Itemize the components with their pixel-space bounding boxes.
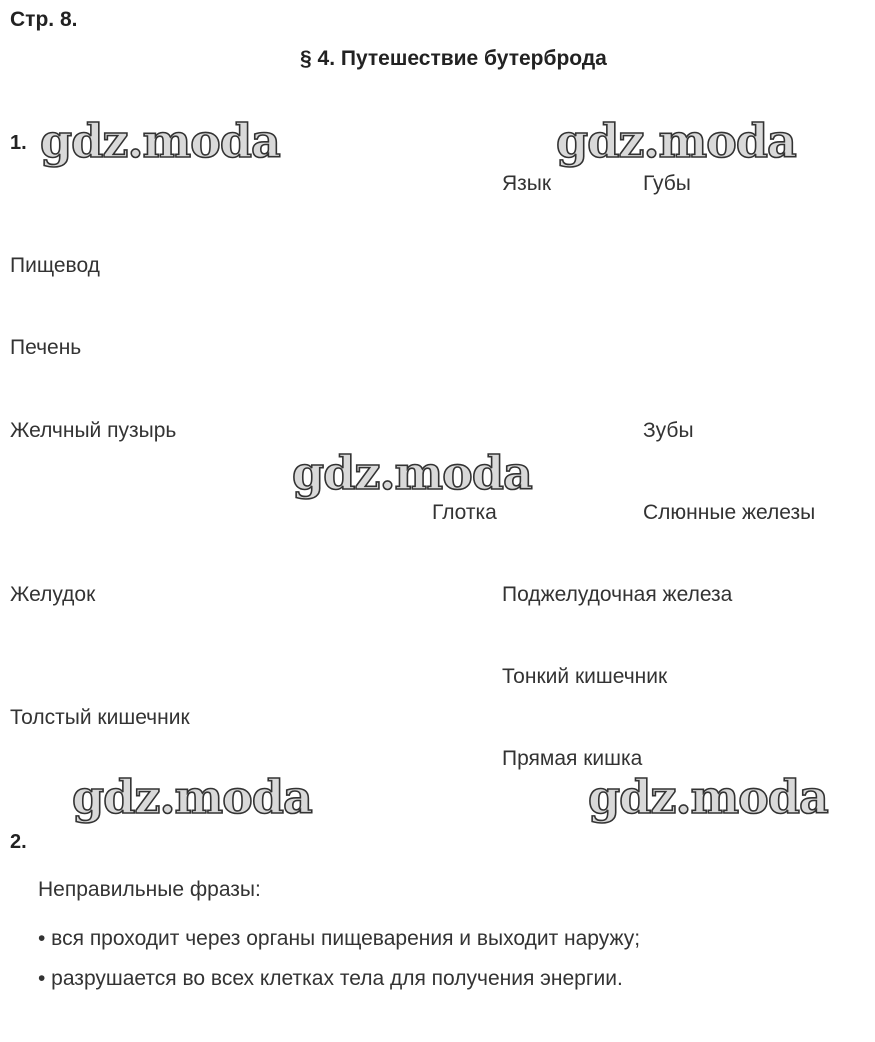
label-guby: Губы [643,172,691,195]
label-yazyk: Язык [502,172,552,195]
label-zheludok: Желудок [10,583,96,606]
label-zhelchny-puzyr: Желчный пузырь [10,419,177,442]
task-2-item: • вся проходит через органы пищеварения и выходит наружу; [38,927,641,950]
label-slyunnye-zhelezy: Слюнные железы [643,501,816,524]
label-pechen: Печень [10,336,82,359]
page-title: § 4. Путешествие бутерброда [300,47,607,70]
label-pryamaya-kishka: Прямая кишка [502,747,643,770]
task-2-item: • разрушается во всех клетках тела для получения энергии. [38,967,623,990]
label-podzheludochnaya: Поджелудочная железа [502,583,733,606]
watermark-logo: gdz.moda [40,114,280,168]
label-tonky-kishechnik: Тонкий кишечник [502,665,668,688]
task-1-number: 1. [10,132,27,154]
label-glotka: Глотка [432,501,497,524]
page-number: Стр. 8. [10,8,78,31]
watermark-logo: gdz.moda [588,770,828,824]
task-2-intro: Неправильные фразы: [38,878,261,901]
task-2-number: 2. [10,831,27,853]
label-pishchevod: Пищевод [10,254,100,277]
label-tolsty-kishechnik: Толстый кишечник [10,706,190,729]
watermark-logo: gdz.moda [292,446,532,500]
watermark-logo: gdz.moda [72,770,312,824]
label-zuby: Зубы [643,419,694,442]
watermark-logo: gdz.moda [556,114,796,168]
